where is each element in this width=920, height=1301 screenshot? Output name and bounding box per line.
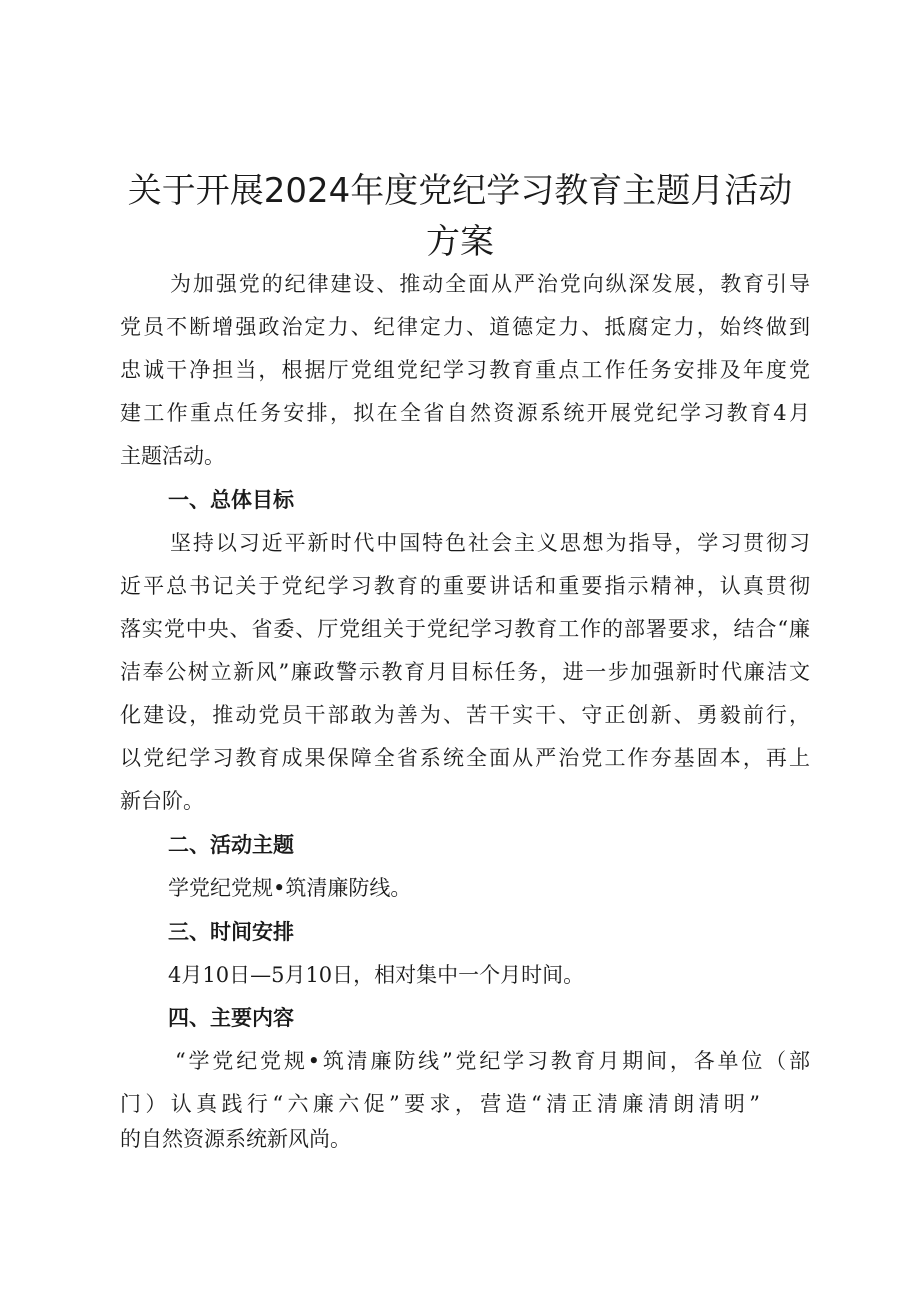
document-title-line-2: 方案 <box>426 222 494 262</box>
section-heading-theme: 二、活动主题 <box>168 833 294 857</box>
intro-line-5: 主题活动。 <box>120 444 225 468</box>
intro-line-4: 建工作重点任务安排，拟在全省自然资源系统开展党纪学习教育4月 <box>120 401 810 425</box>
section-heading-content: 四、主要内容 <box>168 1006 294 1030</box>
intro-line-1: 为加强党的纪律建设、推动全面从严治党向纵深发展，教育引导 <box>170 272 810 296</box>
content-line-1: “学党纪党规•筑清廉防线”党纪学习教育月期间，各单位（部 <box>175 1049 810 1073</box>
intro-line-2: 党员不断增强政治定力、纪律定力、道德定力、抵腐定力，始终做到 <box>120 315 810 339</box>
section-heading-goals: 一、总体目标 <box>168 488 294 512</box>
goals-line-7: 新台阶。 <box>120 789 204 813</box>
goals-line-2: 近平总书记关于党纪学习教育的重要讲话和重要指示精神，认真贯彻 <box>120 574 810 598</box>
intro-line-3: 忠诚干净担当，根据厅党组党纪学习教育重点工作任务安排及年度党 <box>120 358 810 382</box>
content-line-3: 的自然资源系统新风尚。 <box>120 1127 351 1151</box>
schedule-text: 4月10日—5月10日，相对集中一个月时间。 <box>168 963 585 987</box>
goals-line-1: 坚持以习近平新时代中国特色社会主义思想为指导，学习贯彻习 <box>170 531 810 555</box>
goals-line-3: 落实党中央、省委、厅党组关于党纪学习教育工作的部署要求，结合“廉 <box>120 617 810 641</box>
section-heading-schedule: 三、时间安排 <box>168 920 294 944</box>
content-line-2: 门）认真践行“六廉六促”要求，营造“清正清廉清朗清明” <box>120 1092 760 1116</box>
document-title-line-1: 关于开展2024年度党纪学习教育主题月活动 <box>127 171 793 211</box>
goals-line-5: 化建设，推动党员干部敢为善为、苦干实干、守正创新、勇毅前行， <box>120 703 810 727</box>
goals-line-6: 以党纪学习教育成果保障全省系统全面从严治党工作夯基固本，再上 <box>120 746 810 770</box>
goals-line-4: 洁奉公树立新风”廉政警示教育月目标任务，进一步加强新时代廉洁文 <box>120 660 810 684</box>
theme-text: 学党纪党规•筑清廉防线。 <box>168 876 412 900</box>
